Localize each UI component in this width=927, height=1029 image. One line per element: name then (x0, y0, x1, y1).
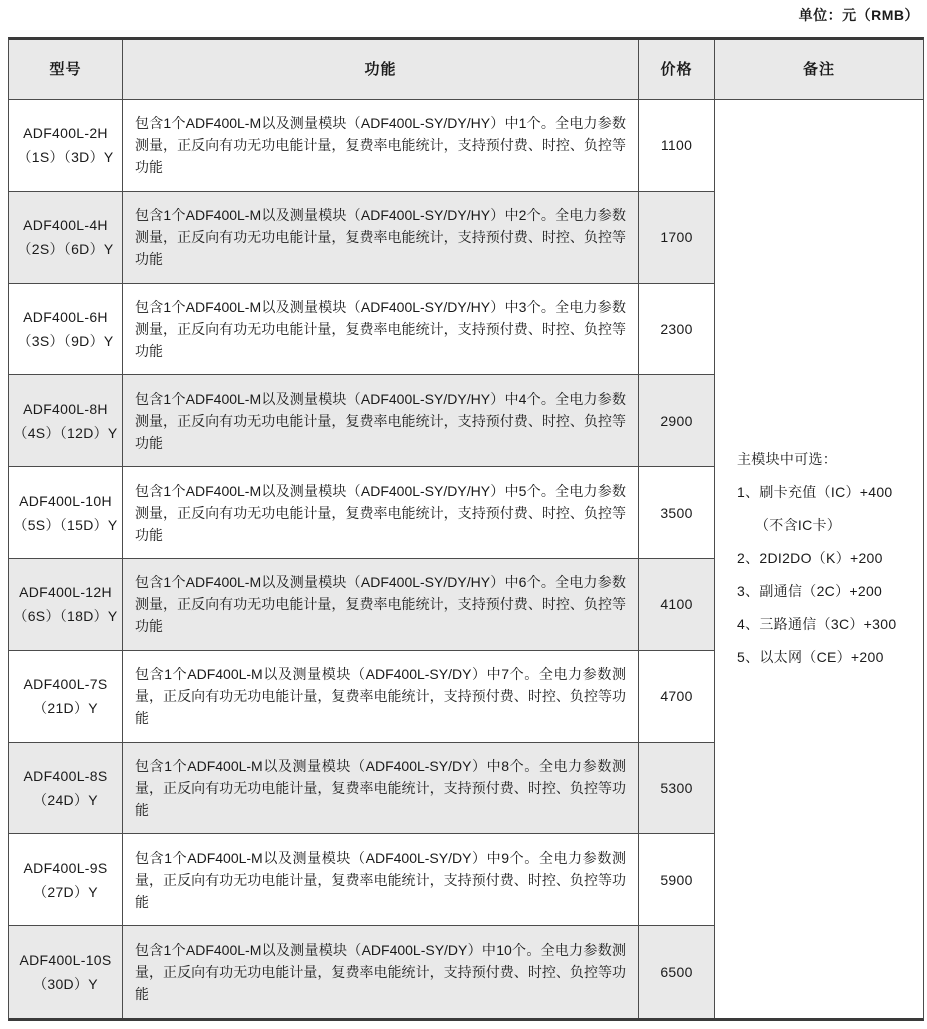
price-table (8, 37, 924, 1021)
remark-cell (715, 100, 923, 1018)
model-variant: （27D）Y (33, 883, 98, 900)
model-variant: （3S）（9D）Y (17, 332, 114, 349)
model-code: ADF400L-7S (23, 676, 108, 693)
function-text: 包含1个ADF400L-M以及测量模块（ADF400L-SY/DY）中8个。全电力参数测量，正反向有功无功电能计量，复费率电能统计，支持预付费、时控、负控等功能 (135, 757, 626, 818)
price-cell: 4700 (639, 651, 715, 743)
function-cell (123, 284, 639, 376)
price-cell: 2300 (639, 284, 715, 376)
model-code: ADF400L-4H (23, 217, 108, 234)
model-variant: （1S）（3D）Y (17, 149, 114, 166)
price-cell: 2900 (639, 375, 715, 467)
remark-title: 主模块中可选： (737, 451, 838, 468)
model-cell (9, 100, 123, 192)
price-cell: 5900 (639, 834, 715, 926)
function-cell (123, 100, 639, 192)
model-code: ADF400L-8H (23, 400, 108, 417)
function-cell (123, 743, 639, 835)
function-cell (123, 651, 639, 743)
model-cell (9, 192, 123, 284)
model-cell (9, 834, 123, 926)
function-text: 包含1个ADF400L-M以及测量模块（ADF400L-SY/DY/HY）中6个。全电力参数测量，正反向有功无功电能计量，复费率电能统计，支持预付费、时控、负控等功能 (135, 574, 626, 635)
model-cell (9, 559, 123, 651)
remark-item: 4、三路通信（3C）+300 (737, 616, 897, 633)
remark-item: （不含IC卡） (755, 517, 842, 534)
remark-item: 3、副通信（2C）+200 (737, 583, 883, 600)
function-text: 包含1个ADF400L-M以及测量模块（ADF400L-SY/DY/HY）中5个。全电力参数测量，正反向有功无功电能计量，复费率电能统计，支持预付费、时控、负控等功能 (135, 482, 626, 543)
model-cell (9, 651, 123, 743)
model-code: ADF400L-12H (19, 584, 112, 601)
unit-label: 单位：元（RMB） (798, 7, 919, 23)
model-code: ADF400L-6H (23, 308, 108, 325)
model-code: ADF400L-8S (23, 767, 108, 784)
header-cell-price: 价格 (639, 40, 715, 100)
function-text: 包含1个ADF400L-M以及测量模块（ADF400L-SY/DY）中10个。全电力参数测量，正反向有功无功电能计量，复费率电能统计，支持预付费、时控、负控等功能 (135, 942, 626, 1003)
header-cell-remark: 备注 (715, 40, 923, 100)
model-variant: （6S）（18D）Y (13, 608, 118, 625)
function-cell (123, 375, 639, 467)
price-cell: 1700 (639, 192, 715, 284)
price-cell: 4100 (639, 559, 715, 651)
model-code: ADF400L-9S (23, 859, 108, 876)
model-cell (9, 375, 123, 467)
model-variant: （2S）（6D）Y (17, 241, 114, 258)
function-text: 包含1个ADF400L-M以及测量模块（ADF400L-SY/DY/HY）中2个。全电力参数测量，正反向有功无功电能计量，复费率电能统计，支持预付费、时控、负控等功能 (135, 207, 626, 268)
price-cell: 6500 (639, 926, 715, 1018)
model-cell (9, 467, 123, 559)
model-variant: （30D）Y (33, 976, 98, 993)
model-cell (9, 743, 123, 835)
price-cell: 1100 (639, 100, 715, 192)
remark-item: 2、2DI2DO（K）+200 (737, 550, 883, 567)
model-variant: （21D）Y (33, 700, 98, 717)
header-cell-function: 功能 (123, 40, 639, 100)
function-text: 包含1个ADF400L-M以及测量模块（ADF400L-SY/DY）中7个。全电力参数测量，正反向有功无功电能计量，复费率电能统计，支持预付费、时控、负控等功能 (135, 666, 626, 727)
model-cell (9, 926, 123, 1018)
remark-item: 1、刷卡充值（IC）+400 (737, 484, 893, 501)
model-code: ADF400L-10H (19, 492, 112, 509)
function-text: 包含1个ADF400L-M以及测量模块（ADF400L-SY/DY/HY）中3个。全电力参数测量，正反向有功无功电能计量，复费率电能统计，支持预付费、时控、负控等功能 (135, 298, 626, 359)
price-cell: 5300 (639, 743, 715, 835)
model-variant: （5S）（15D）Y (13, 516, 118, 533)
model-code: ADF400L-2H (23, 125, 108, 142)
function-cell (123, 559, 639, 651)
model-code: ADF400L-10S (19, 952, 112, 969)
price-cell: 3500 (639, 467, 715, 559)
function-cell (123, 467, 639, 559)
model-variant: （4S）（12D）Y (13, 424, 118, 441)
model-cell (9, 284, 123, 376)
remark-item: 5、以太网（CE）+200 (737, 649, 884, 666)
function-cell (123, 192, 639, 284)
function-text: 包含1个ADF400L-M以及测量模块（ADF400L-SY/DY）中9个。全电力参数测量，正反向有功无功电能计量，复费率电能统计，支持预付费、时控、负控等功能 (135, 849, 626, 910)
function-text: 包含1个ADF400L-M以及测量模块（ADF400L-SY/DY/HY）中1个。全电力参数测量，正反向有功无功电能计量，复费率电能统计，支持预付费、时控、负控等功能 (135, 115, 626, 176)
function-cell (123, 834, 639, 926)
header-cell-model: 型号 (9, 40, 123, 100)
model-variant: （24D）Y (33, 791, 98, 808)
function-cell (123, 926, 639, 1018)
function-text: 包含1个ADF400L-M以及测量模块（ADF400L-SY/DY/HY）中4个。全电力参数测量，正反向有功无功电能计量，复费率电能统计，支持预付费、时控、负控等功能 (135, 390, 626, 451)
